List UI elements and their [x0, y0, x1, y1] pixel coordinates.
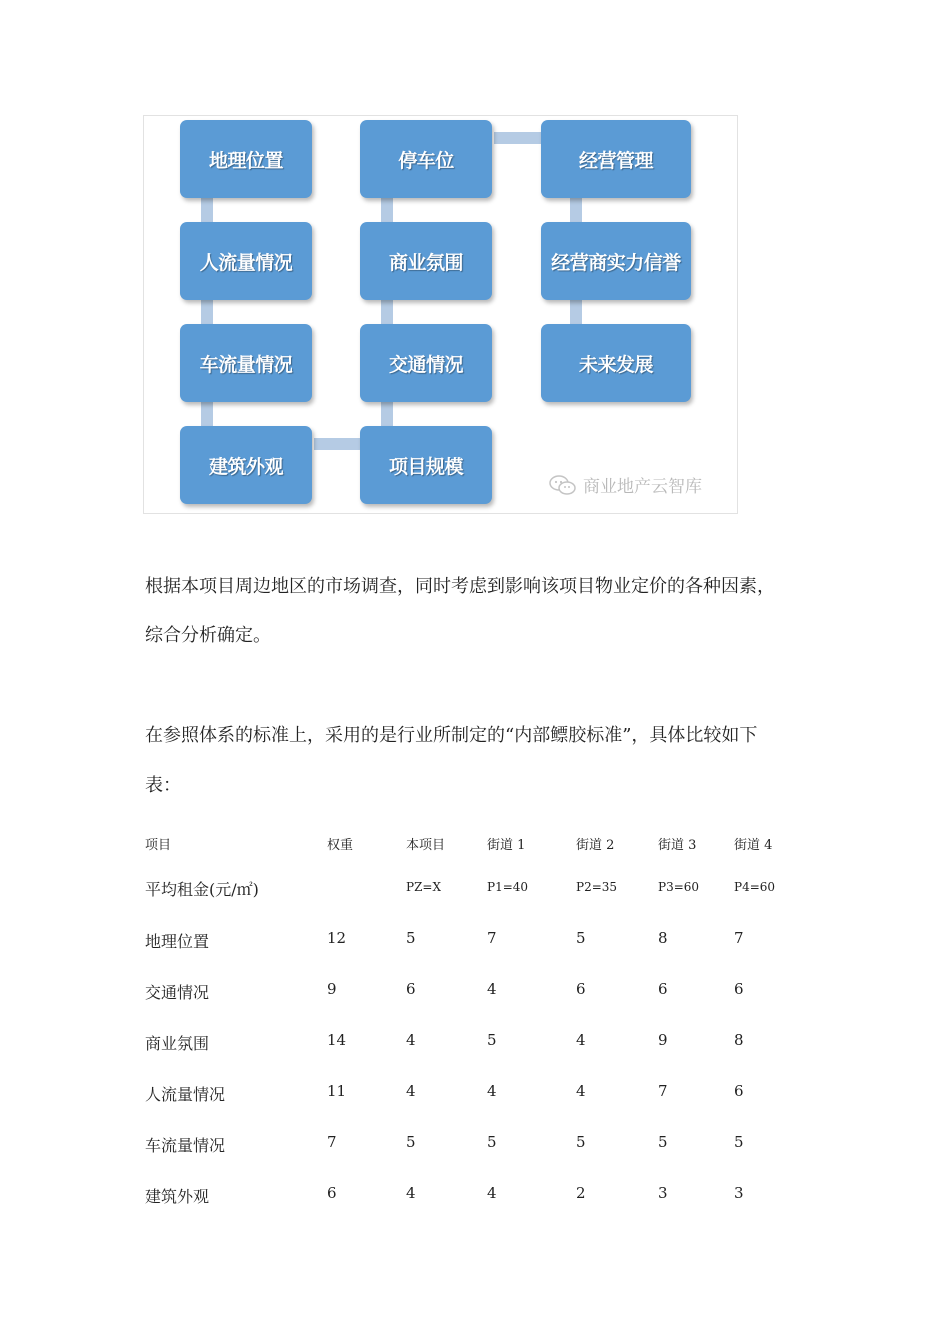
header-cell: 街道 3 [658, 838, 697, 853]
table-cell: 11 [327, 1082, 347, 1100]
header-cell: 权重 [327, 838, 354, 853]
table-cell: 7 [658, 1082, 668, 1100]
row-label: 车流量情况 [145, 1136, 226, 1155]
table-cell: 7 [487, 929, 497, 947]
table-cell: 4 [576, 1031, 586, 1049]
table-cell: 5 [487, 1031, 497, 1049]
box-atmosphere: 商业氛围 [360, 222, 492, 300]
row-label: 建筑外观 [145, 1187, 210, 1206]
box-traffic: 交通情况 [360, 324, 492, 402]
box-vehicle: 车流量情况 [180, 324, 312, 402]
header-cell: 项目 [145, 838, 172, 853]
paragraph-line: 在参照体系的标准上，采用的是行业所制定的“内部鳔胶标准”，具体比较如下 [145, 725, 758, 746]
table-cell: 6 [658, 980, 668, 998]
paragraph-line: 综合分析确定。 [145, 625, 271, 646]
box-pedestrian: 人流量情况 [180, 222, 312, 300]
table-cell: 4 [487, 1082, 497, 1100]
row-label: 商业氛围 [145, 1034, 210, 1053]
table-cell: 4 [487, 1184, 497, 1202]
table-row [0, 1184, 950, 1234]
connector [494, 132, 542, 144]
paragraph-line: 表： [145, 775, 181, 796]
table-row [0, 1133, 950, 1183]
table-cell: 2 [576, 1184, 586, 1202]
table-cell: 4 [406, 1082, 416, 1100]
table-row [0, 877, 950, 927]
table-cell: 6 [406, 980, 416, 998]
table-cell: 4 [406, 1031, 416, 1049]
table-cell: 3 [734, 1184, 744, 1202]
watermark-text: 商业地产云智库 [583, 477, 702, 497]
wechat-icon [549, 474, 577, 496]
table-cell: 5 [658, 1133, 668, 1151]
table-cell: 8 [658, 929, 668, 947]
table-cell: 6 [327, 1184, 337, 1202]
table-cell: P3=60 [658, 880, 700, 894]
header-cell: 街道 2 [576, 838, 615, 853]
table-row [0, 929, 950, 979]
table-cell: 12 [327, 929, 347, 947]
header-cell: 街道 4 [734, 838, 773, 853]
table-row [0, 980, 950, 1030]
table-cell: 5 [406, 929, 416, 947]
table-cell: P4=60 [734, 880, 776, 894]
box-scale: 项目规模 [360, 426, 492, 504]
header-cell: 街道 1 [487, 838, 526, 853]
table-cell: 14 [327, 1031, 347, 1049]
table-cell: PZ=X [406, 880, 442, 894]
paragraph-line: 根据本项目周边地区的市场调查，同时考虑到影响该项目物业定价的各种因素， [145, 576, 775, 597]
table-cell: 8 [734, 1031, 744, 1049]
box-future: 未来发展 [541, 324, 691, 402]
table-row [0, 1082, 950, 1132]
table-cell: 5 [734, 1133, 744, 1151]
box-operation: 经营管理 [541, 120, 691, 198]
row-label: 交通情况 [145, 983, 210, 1002]
table-cell: 7 [734, 929, 744, 947]
table-cell: 9 [327, 980, 337, 998]
table-cell: 3 [658, 1184, 668, 1202]
header-cell: 本项目 [406, 838, 446, 853]
row-label: 人流量情况 [145, 1085, 226, 1104]
table-cell: 7 [327, 1133, 337, 1151]
table-cell: P2=35 [576, 880, 618, 894]
connector [314, 438, 362, 450]
table-cell: 4 [576, 1082, 586, 1100]
table-cell: 5 [406, 1133, 416, 1151]
table-cell: 5 [487, 1133, 497, 1151]
table-cell: 4 [487, 980, 497, 998]
table-cell: P1=40 [487, 880, 529, 894]
box-parking: 停车位 [360, 120, 492, 198]
row-label: 平均租金(元/㎡) [145, 880, 259, 899]
table-cell: 5 [576, 929, 586, 947]
factor-diagram [143, 115, 738, 514]
table-cell: 4 [406, 1184, 416, 1202]
table-cell: 6 [734, 1082, 744, 1100]
table-cell: 9 [658, 1031, 668, 1049]
row-label: 地理位置 [145, 932, 210, 951]
table-row [0, 1031, 950, 1081]
box-operator: 经营商实力信誉 [541, 222, 691, 300]
table-cell: 5 [576, 1133, 586, 1151]
box-geo: 地理位置 [180, 120, 312, 198]
table-cell: 6 [734, 980, 744, 998]
table-header-row [0, 829, 950, 879]
table-cell: 6 [576, 980, 586, 998]
watermark [549, 472, 702, 497]
box-appearance: 建筑外观 [180, 426, 312, 504]
